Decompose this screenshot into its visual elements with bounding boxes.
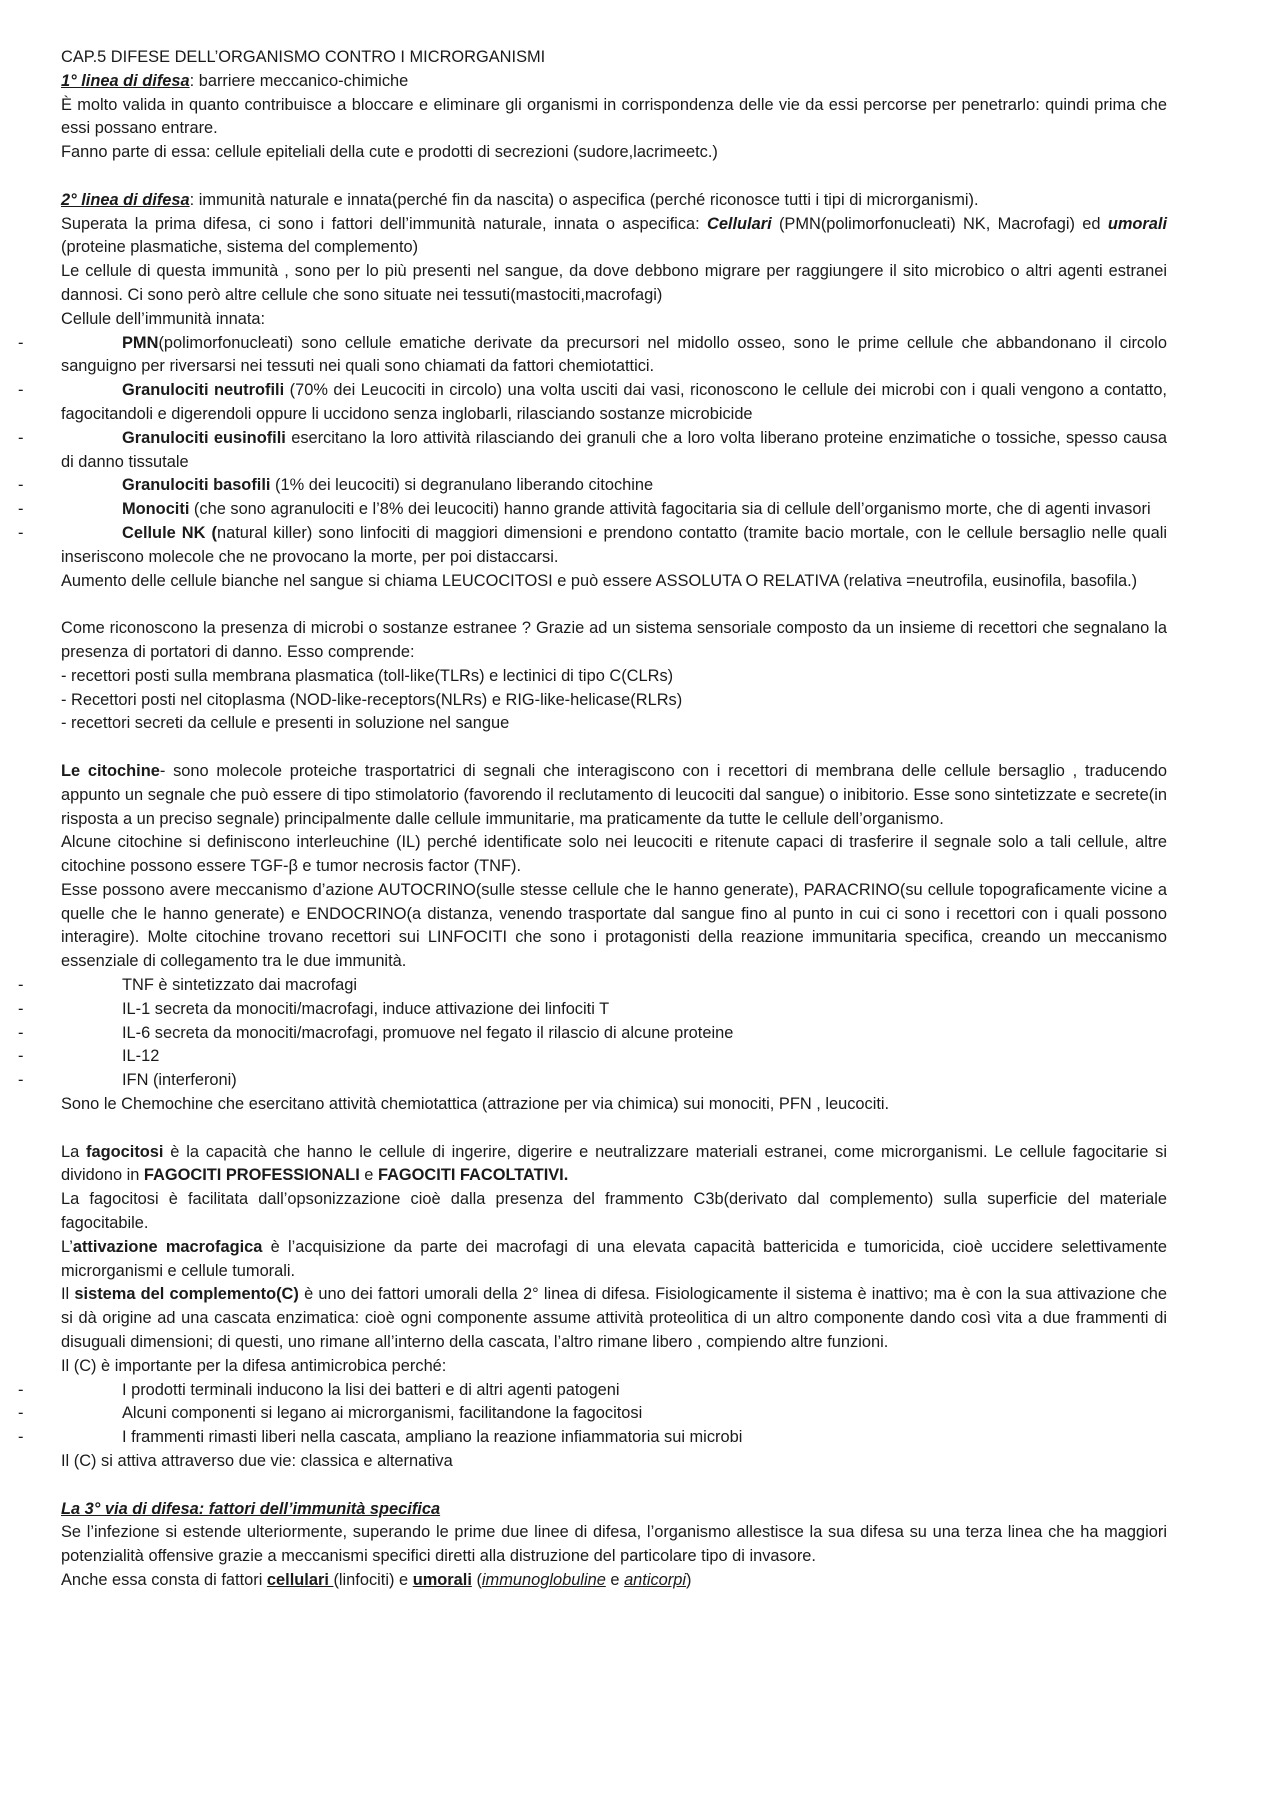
list-item: - Granulociti eusinofili esercitano la loro attività rilasciando dei granuli che a loro volta liberano proteine enzimatiche o tossiche, spesso causa di danno tissutale: [18, 428, 1167, 471]
list-item: - Cellule NK (natural killer) sono linfociti di maggiori dimensioni e prendono contatto (tramite bacio mortale, con le cellule bersaglio nelle quali inseriscono molecole che ne provocano la morte, per poi distaccarsi.: [18, 523, 1168, 566]
spacer: [61, 1474, 1167, 1498]
list-item: - IL-6 secreta da monociti/macrofagi, promuove nel fegato il rilascio di alcune proteine: [18, 1023, 734, 1042]
paragraph: Le citochine- sono molecole proteiche trasportatrici di segnali che interagiscono con i recettori di membrana delle cellule bersaglio , traducendo appunto un segnale che può essere di tipo stimolatorio (favorendo il reclutamento di leucociti dal sangue) o inibitorio. Esse sono sintetizzate e secrete(in risposta a un preciso segnale) principalmente dalle cellule immunitarie, ma praticamente da tutte le cellule dell’organismo.: [61, 761, 1167, 828]
paragraph: La fagocitosi è facilitata dall’opsonizzazione cioè dalla presenza del frammento C3b(derivato dal complemento) sulla superficie del materiale fagocitabile.: [61, 1190, 1167, 1233]
paragraph: Il (C) si attiva attraverso due vie: classica e alternativa: [61, 1452, 453, 1471]
document-body: [18, 46, 1168, 1593]
list-item: - TNF è sintetizzato dai macrofagi: [18, 976, 358, 995]
paragraph: Anche essa consta di fattori cellulari (linfociti) e umorali (immunoglobuline e anticorpi): [61, 1571, 692, 1589]
second-line-label: 2° linea di difesa: [61, 190, 190, 209]
paragraph: Le cellule di questa immunità , sono per lo più presenti nel sangue, da dove debbono migrare per raggiungere il sito microbico o altri agenti estranei dannosi. Ci sono però altre cellule che sono situate nei tessuti(mastociti,macrofagi): [61, 262, 1167, 304]
paragraph: Superata la prima difesa, ci sono i fattori dell’immunità naturale, innata o aspecifica: Cellulari (PMN(polimorfonucleati) NK, Macrofagi) ed umorali (proteine plasmatiche, sistema del complemento): [61, 214, 1168, 257]
list-item: - Granulociti neutrofili (70% dei Leucociti in circolo) una volta usciti dai vasi, riconoscono le cellule dei microbi con i quali vengono a contatto, fagocitandoli e digerendoli oppure li uccidono senza inglobarli, rilasciando sostanze microbicide: [18, 381, 1167, 423]
paragraph: Come riconoscono la presenza di microbi o sostanze estranee ? Grazie ad un sistema sensoriale composto da un insieme di recettori che segnalano la presenza di portatori di danno. Esso comprende:: [61, 619, 1167, 661]
list-item: - Recettori posti nel citoplasma (NOD-like-receptors(NLRs) e RIG-like-helicase(RLRs): [61, 690, 683, 709]
third-line-heading: La 3° via di difesa: fattori dell’immunità specifica: [61, 1499, 441, 1518]
paragraph: Il sistema del complemento(C) è uno dei fattori umorali della 2° linea di difesa. Fisiologicamente il sistema è inattivo; ma è con la sua attivazione che si dà origine ad una cascata enzimatica: cioè ogni componente assume attività proteolitica di un altro componente dando così vita a due frammenti di disuguali dimensioni; di questi, uno rimane all’interno della cascata, l’altro rimane libero , compiendo altre funzioni.: [61, 1285, 1168, 1352]
list-item: - recettori posti sulla membrana plasmatica (toll-like(TLRs) e lectinici di tipo C(CLRs): [61, 666, 674, 685]
paragraph: La fagocitosi è la capacità che hanno le cellule di ingerire, digerire e neutralizzare materiali estranei, come microrganismi. Le cellule fagocitarie si dividono in FAGOCITI PROFESSIONALI e FAGOCITI FACOLTATIVI.: [61, 1142, 1167, 1185]
list-item: - Alcuni componenti si legano ai microrganismi, facilitandone la fagocitosi: [18, 1404, 643, 1423]
spacer: [61, 736, 1167, 760]
list-item: - Monociti (che sono agranulociti e l’8% dei leucociti) hanno grande attività fagocitaria sia di cellule dell’organismo morte, che di agenti invasori: [18, 500, 1151, 519]
paragraph: Cellule dell’immunità innata:: [61, 309, 266, 328]
list-item: - I frammenti rimasti liberi nella cascata, ampliano la reazione infiammatoria sui microbi: [18, 1428, 743, 1447]
list-item: - PMN(polimorfonucleati) sono cellule ematiche derivate da precursori nel midollo osseo, sono le prime cellule che abbandonano il circolo sanguigno per riversarsi nei tessuti nei quali sono chiamati da fattori chemiotattici.: [18, 333, 1167, 376]
chapter-title: CAP.5 DIFESE DELL’ORGANISMO CONTRO I MICRORGANISMI: [61, 48, 546, 66]
list-item: - I prodotti terminali inducono la lisi dei batteri e di altri agenti patogeni: [18, 1380, 620, 1399]
list-item: - recettori secreti da cellule e presenti in soluzione nel sangue: [61, 714, 510, 733]
paragraph: Aumento delle cellule bianche nel sangue si chiama LEUCOCITOSI e può essere ASSOLUTA O RELATIVA (relativa =neutrofila, eusinofila, basofila.): [61, 571, 1138, 590]
first-line-heading: 1° linea di difesa: barriere meccanico-chimiche: [61, 71, 409, 90]
list-item: - Granulociti basofili (1% dei leucociti) si degranulano liberando citochine: [18, 476, 654, 495]
paragraph: Fanno parte di essa: cellule epiteliali della cute e prodotti di secrezioni (sudore,lacrimeetc.): [61, 143, 718, 162]
paragraph: L’attivazione macrofagica è l’acquisizione da parte dei macrofagi di una elevata capacità battericida e tumoricida, cioè uccidere selettivamente microrganismi e cellule tumorali.: [61, 1237, 1167, 1280]
list-item: - IL-1 secreta da monociti/macrofagi, induce attivazione dei linfociti T: [18, 999, 610, 1018]
second-line-heading: 2° linea di difesa: immunità naturale e innata(perché fin da nascita) o aspecifica (perché riconosce tutti i tipi di microrganismi).: [61, 190, 979, 209]
spacer: [61, 593, 1167, 617]
paragraph: Se l’infezione si estende ulteriormente, superando le prime due linee di difesa, l’organismo allestisce la sua difesa su una terza linea che ha maggiori potenzialità offensive grazie a meccanismi specifici diretti alla distruzione del particolare tipo di invasore.: [61, 1523, 1167, 1566]
list-item: - IFN (interferoni): [18, 1071, 237, 1090]
paragraph: Sono le Chemochine che esercitano attività chemiotattica (attrazione per via chimica) sui monociti, PFN , leucociti.: [61, 1095, 890, 1114]
paragraph: Il (C) è importante per la difesa antimicrobica perché:: [61, 1356, 447, 1375]
paragraph: È molto valida in quanto contribuisce a bloccare e eliminare gli organismi in corrispondenza delle vie da essi percorse per penetrarlo: quindi prima che essi possano entrare.: [61, 95, 1167, 138]
paragraph: Esse possono avere meccanismo d’azione AUTOCRINO(sulle stesse cellule che le hanno generate), PARACRINO(su cellule topograficamente vicine a quelle che le hanno generate) e ENDOCRINO(a distanza, venendo trasportate dal sangue fino al punto in cui ci sono i recettori con i quali possono interagire). Molte citochine trovano recettori sui LINFOCITI che sono i protagonisti della reazione immunitaria specifica, creando un meccanismo essenziale di collegamento tra le due immunità.: [61, 880, 1167, 971]
citochine-term: Le citochine: [61, 761, 160, 780]
spacer: [61, 165, 1167, 189]
list-item: - IL-12: [18, 1047, 160, 1066]
paragraph: Alcune citochine si definiscono interleuchine (IL) perché identificate solo nei leucociti e ritenute capaci di trasferire il segnale solo a tali cellule, altre citochine possono essere TGF-β e tumor necrosis factor (TNF).: [61, 833, 1167, 876]
first-line-label: 1° linea di difesa: [61, 71, 190, 90]
spacer: [61, 1117, 1167, 1141]
